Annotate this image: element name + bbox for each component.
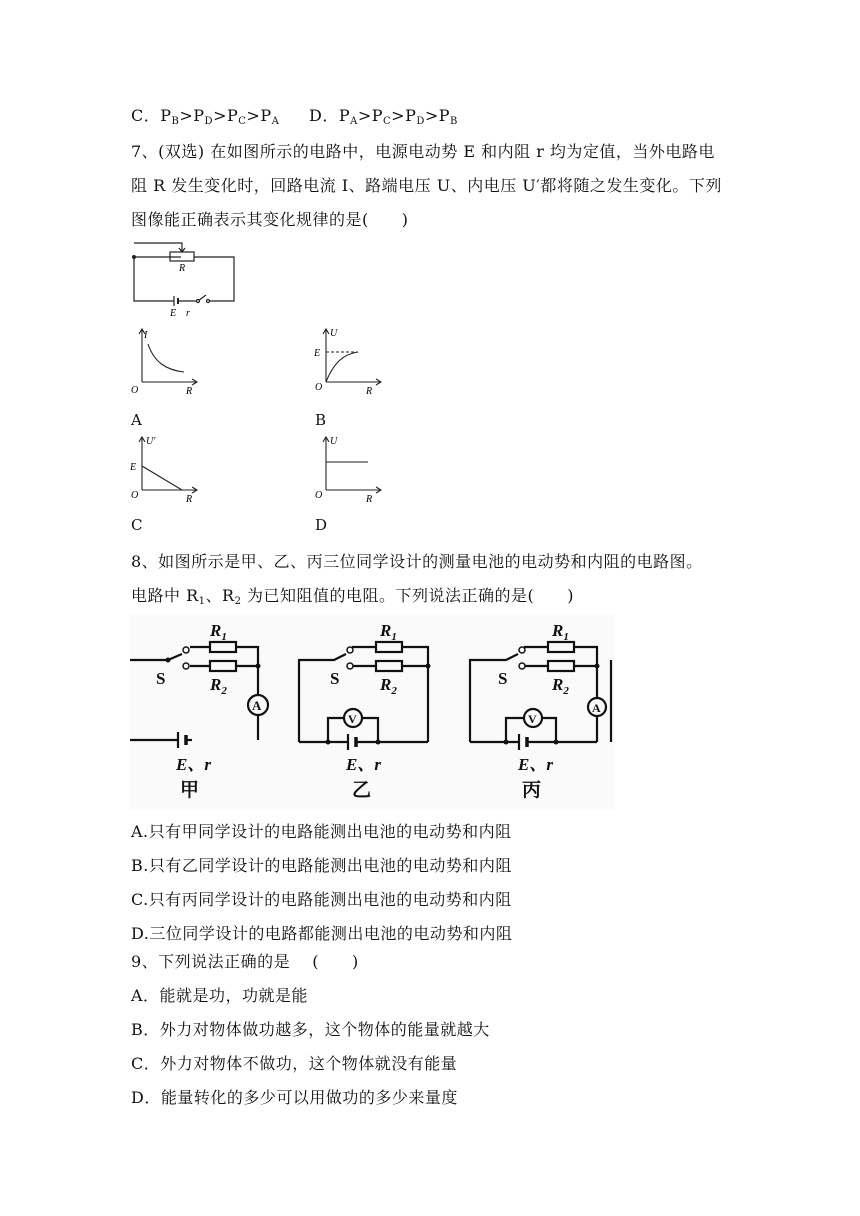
q6-option-d: D．$P_A>P_C>P_D>P_B$ xyxy=(309,106,458,127)
q7-stem-line1: 7、(双选) 在如图所示的电路中，电源电动势 E 和内阻 r 均为定值，当外电路电 xyxy=(131,142,715,161)
yi-r2-label: $R_2$ xyxy=(380,675,397,697)
graph-b-option-label: B xyxy=(315,411,327,429)
graph-d xyxy=(310,434,390,506)
graph-a-option-label: A xyxy=(131,411,142,429)
q8-option-b: B.只有乙同学设计的电路能测出电池的电动势和内阻 xyxy=(131,856,512,875)
q7-stem-line3: 图像能正确表示其变化规律的是( ) xyxy=(131,210,409,229)
q8-circuits-figure xyxy=(130,614,614,810)
graph-b-origin: O xyxy=(315,382,323,393)
bing-ammeter-label: A xyxy=(592,701,601,715)
q7-stem-line2: 阻 R 发生变化时，回路电流 I、路端电压 U、内电压 U′都将随之发生变化。下列 xyxy=(131,176,722,195)
graph-b-x-label: R xyxy=(366,386,373,397)
q7-circuit-diagram xyxy=(126,238,244,320)
yi-source-label: E、r xyxy=(346,755,381,774)
graph-a xyxy=(126,326,206,398)
graph-b xyxy=(310,326,390,398)
q7-circuit-r-internal-label: r xyxy=(186,308,190,319)
jia-ammeter-label: A xyxy=(252,698,262,713)
graph-a-y-label: I xyxy=(144,330,148,341)
graph-b-y-label: U xyxy=(330,328,338,339)
bing-switch-label: S xyxy=(498,669,508,688)
yi-r1-label: $R_1$ xyxy=(380,621,397,643)
graph-c-intercept-label: E xyxy=(130,462,137,473)
jia-r2-label: $R_2$ xyxy=(210,675,227,697)
jia-source-label: E、r xyxy=(176,755,211,774)
q7-circuit-e-label: E xyxy=(170,308,177,319)
bing-source-label: E、r xyxy=(518,755,553,774)
graph-c-option-label: C xyxy=(131,516,143,534)
q7-circuit-r-label: R xyxy=(179,263,186,274)
q8-option-d: D.三位同学设计的电路都能测出电池的电动势和内阻 xyxy=(131,924,513,943)
q9-option-b: B．外力对物体做功越多，这个物体的能量就越大 xyxy=(131,1020,490,1039)
graph-d-origin: O xyxy=(315,490,323,501)
bing-name: 丙 xyxy=(522,780,542,801)
q8-option-c: C.只有丙同学设计的电路能测出电池的电动势和内阻 xyxy=(131,890,512,909)
graph-d-x-label: R xyxy=(366,494,373,505)
yi-switch-label: S xyxy=(330,669,340,688)
q8-stem-line1: 8、如图所示是甲、乙、丙三位同学设计的测量电池的电动势和内阻的电路图。 xyxy=(131,552,703,571)
graph-c-origin: O xyxy=(131,490,139,501)
q6-option-c: C．$P_B>P_D>P_C>P_A$ xyxy=(131,106,280,127)
graph-a-origin: O xyxy=(131,385,139,396)
q8-stem-line2: 电路中 $R_1$、$R_2$ 为已知阻值的电阻。下列说法正确的是( ) xyxy=(131,586,575,607)
q8-option-a: A.只有甲同学设计的电路能测出电池的电动势和内阻 xyxy=(131,822,512,841)
graph-d-y-label: U xyxy=(330,436,338,447)
q9-option-c: C．外力对物体不做功，这个物体就没有能量 xyxy=(131,1054,458,1073)
graph-d-option-label: D xyxy=(315,516,328,534)
jia-r1-label: $R_1$ xyxy=(210,621,227,643)
jia-switch-label: S xyxy=(156,669,166,688)
q9-stem: 9、下列说法正确的是 ( ) xyxy=(131,952,359,971)
q9-option-d: D．能量转化的多少可以用做功的多少来量度 xyxy=(131,1088,458,1107)
jia-name: 甲 xyxy=(180,780,200,801)
bing-voltmeter-label: V xyxy=(528,712,537,726)
yi-voltmeter-label: V xyxy=(348,712,357,726)
graph-c-y-label: U′ xyxy=(146,436,156,447)
graph-b-level-label: E xyxy=(314,348,321,359)
bing-r1-label: $R_1$ xyxy=(552,621,569,643)
yi-name: 乙 xyxy=(352,780,372,801)
graph-a-x-label: R xyxy=(186,386,193,397)
q9-option-a: A．能就是功，功就是能 xyxy=(131,986,309,1005)
graph-c-x-label: R xyxy=(186,494,193,505)
graph-c xyxy=(126,434,206,506)
bing-r2-label: $R_2$ xyxy=(552,675,569,697)
